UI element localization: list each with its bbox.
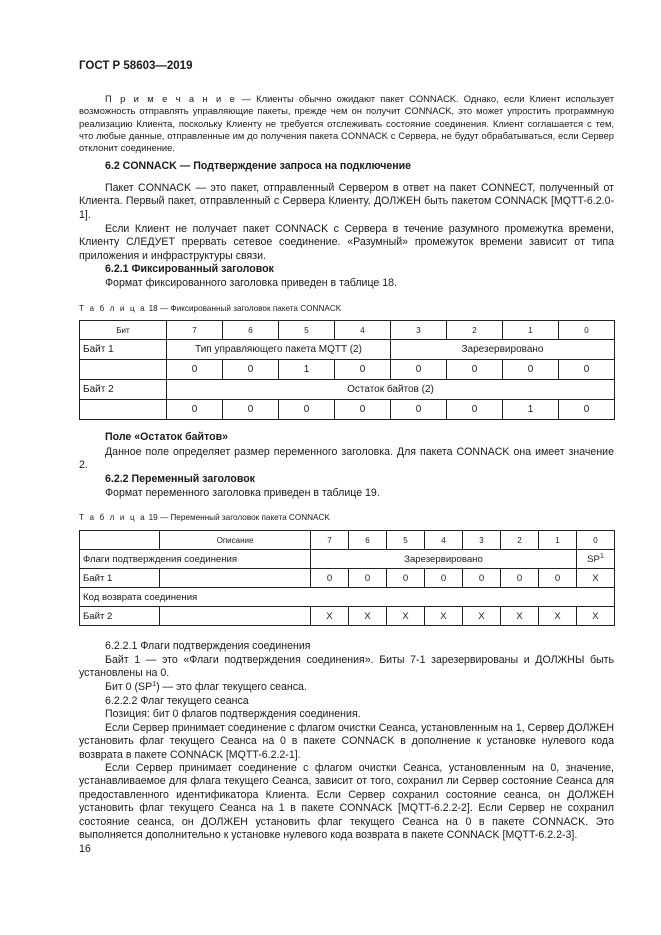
empty-cell — [80, 360, 167, 380]
value-cell: X — [311, 607, 349, 626]
return-code-label: Код возврата соединения — [80, 588, 615, 607]
section-6-2-1-heading: 6.2.1 Фиксированный заголовок — [105, 263, 274, 275]
byte-2-label: Байт 2 — [80, 607, 160, 626]
table-row — [80, 400, 615, 420]
sp-cell — [577, 550, 615, 569]
empty-cell — [80, 400, 167, 420]
value-cell: 0 — [223, 360, 279, 380]
table-row — [80, 340, 615, 360]
section-6-2-2-1-paragraph-2 — [105, 681, 307, 694]
byte-1-label: Байт 1 — [80, 340, 167, 360]
value-cell: 0 — [501, 569, 539, 588]
value-cell: 0 — [167, 400, 223, 420]
value-cell: X — [501, 607, 539, 626]
value-cell: X — [387, 607, 425, 626]
table-19-caption-label: Т а б л и ц а — [79, 513, 147, 522]
remaining-length-heading: Поле «Остаток байтов» — [105, 431, 228, 443]
section-6-2-2-heading: 6.2.2 Переменный заголовок — [105, 473, 255, 485]
section-6-2-paragraph-1: Пакет CONNACK — это пакет, отправленный Сервером в ответ на пакет CONNECT, полученный от Клиента. Первый пакет, отправленный с Сервера Клиенту, ДОЛЖЕН быть пакетом CONNACK [MQTT-6.2.0-1]. — [79, 182, 614, 221]
table-18-caption — [79, 304, 341, 313]
value-cell: X — [349, 607, 387, 626]
bit-cell: 4 — [335, 321, 391, 340]
table-19-caption-text: 19 — Переменный заголовок пакета CONNACK — [146, 513, 330, 522]
value-cell: 1 — [503, 400, 559, 420]
value-cell: 0 — [425, 569, 463, 588]
value-cell: 0 — [503, 360, 559, 380]
table-row — [80, 550, 615, 569]
sp-text-after: ) — это флаг текущего сеанса. — [156, 681, 307, 693]
bit-cell: 1 — [503, 321, 559, 340]
bit-cell: 6 — [349, 531, 387, 550]
empty-cell — [80, 531, 160, 550]
table-row — [80, 380, 615, 400]
reserved-cell: Зарезервировано — [391, 340, 615, 360]
bit-cell: 5 — [387, 531, 425, 550]
table-row — [80, 569, 615, 588]
remaining-length-cell: Остаток байтов (2) — [167, 380, 615, 400]
value-cell: 0 — [559, 400, 615, 420]
page-number: 16 — [79, 843, 91, 855]
value-cell: X — [539, 607, 577, 626]
bit-cell: 5 — [279, 321, 335, 340]
value-cell: 0 — [447, 400, 503, 420]
description-header: Описание — [160, 531, 311, 550]
value-cell: 0 — [539, 569, 577, 588]
value-cell: 0 — [335, 400, 391, 420]
section-6-2-2-2-heading: 6.2.2.2 Флаг текущего сеанса — [105, 695, 249, 707]
value-cell: X — [425, 607, 463, 626]
table-row — [80, 360, 615, 380]
section-6-2-2-paragraph: Формат переменного заголовка приведен в таблице 19. — [105, 487, 380, 499]
value-cell: 0 — [167, 360, 223, 380]
value-cell: 0 — [447, 360, 503, 380]
sp-text-footnote: 1 — [152, 681, 157, 688]
bit-cell: 2 — [447, 321, 503, 340]
value-cell: 0 — [559, 360, 615, 380]
value-cell: 0 — [279, 400, 335, 420]
value-cell: X — [577, 607, 615, 626]
bit-cell: 0 — [577, 531, 615, 550]
bit-cell: 3 — [391, 321, 447, 340]
bit-cell: 6 — [223, 321, 279, 340]
table-19-caption — [79, 513, 330, 522]
table-18-caption-label: Т а б л и ц а — [79, 304, 147, 313]
ack-flags-label: Флаги подтверждения соединения — [80, 550, 311, 569]
packet-type-cell: Тип управляющего пакета MQTT (2) — [167, 340, 391, 360]
document-header: ГОСТ Р 58603—2019 — [79, 60, 193, 72]
section-6-2-heading: 6.2 CONNACK — Подтверждение запроса на подключение — [105, 160, 412, 172]
section-6-2-2-2-paragraph-1: Позиция: бит 0 флагов подтверждения соединения. — [105, 708, 361, 720]
table-row — [80, 607, 615, 626]
reserved-cell: Зарезервировано — [311, 550, 577, 569]
bit-cell: 7 — [167, 321, 223, 340]
value-cell: X — [577, 569, 615, 588]
bit-cell: 2 — [501, 531, 539, 550]
section-6-2-paragraph-2: Если Клиент не получает пакет CONNACK с Сервера в течение разумного промежутка времени, Клиенту СЛЕДУЕТ прервать сетевое соединение. «Разумный» промежуток времени зависит от типа приложения и инфраструктуры связи. — [79, 223, 614, 262]
section-6-2-2-1-heading: 6.2.2.1 Флаги подтверждения соединения — [105, 640, 311, 652]
section-6-2-2-2-paragraph-2: Если Сервер принимает соединение с флагом очистки Сеанса, установленным на 1, Сервер ДОЛЖЕН установить флаг текущего Сеанса на 0 в пакете CONNACK в дополнение к установке нулевого кода возврата в пакете CONNACK [MQTT-6.2.2-1]. — [79, 722, 614, 761]
value-cell: 0 — [391, 400, 447, 420]
value-cell: 1 — [279, 360, 335, 380]
table-18 — [79, 320, 615, 420]
table-18-caption-text: 18 — Фиксированный заголовок пакета CONNACK — [146, 304, 342, 313]
table-row — [80, 321, 615, 340]
value-cell: 0 — [311, 569, 349, 588]
value-cell: 0 — [391, 360, 447, 380]
sp-footnote: 1 — [599, 552, 604, 560]
value-cell: 0 — [349, 569, 387, 588]
byte-2-label: Байт 2 — [80, 380, 167, 400]
value-cell: 0 — [223, 400, 279, 420]
bit-cell: 0 — [559, 321, 615, 340]
note-paragraph — [79, 93, 614, 154]
empty-cell — [160, 569, 311, 588]
table-19 — [79, 530, 615, 626]
value-cell: 0 — [335, 360, 391, 380]
bit-cell: 1 — [539, 531, 577, 550]
note-text: — Клиенты обычно ожидают пакет CONNACK. Однако, если Клиент использует возможность отправлять управляющие пакеты, прежде чем он получит CONNACK, это может упростить программную реализацию Клиента, поскольку Клиенту не требуется отслеживать состояние соединения. Клиент соглашается с тем, что любые данные, отправленные им до получения пакета CONNACK с Сервера, не будут обрабатываться, если Сервер отклонит соединение. — [79, 93, 614, 154]
section-6-2-2-1-paragraph-1: Байт 1 — это «Флаги подтверждения соединения». Биты 7-1 зарезервированы и ДОЛЖНЫ быть установлены на 0. — [79, 654, 614, 680]
value-cell: X — [463, 607, 501, 626]
section-6-2-2-2-paragraph-3: Если Сервер принимает соединение с флагом очистки Сеанса, установленным на 0, значение, устанавливаемое для флага текущего Сеанса, зависит от того, сохранил ли Сервер состояние Сеанса для предоставленного идентификатора Клиента. Если Сервер сохранил состояние сеанса, он ДОЛЖЕН установить флаг текущего Сеанса на 1 в пакете CONNACK [MQTT-6.2.2-2]. Если Сервер не сохранил состояние сеанса, он ДОЛЖЕН установить флаг текущего Сеанса на 0 в пакете CONNACK. Это выполняется дополнительно к установке нулевого кода возврата в пакете CONNACK [MQTT-6.2.2-3]. — [79, 762, 614, 842]
sp-label: SP — [587, 553, 600, 565]
value-cell: 0 — [463, 569, 501, 588]
note-label: П р и м е ч а н и е — [105, 93, 237, 104]
byte-1-label: Байт 1 — [80, 569, 160, 588]
empty-cell — [160, 607, 311, 626]
table-row — [80, 531, 615, 550]
value-cell: 0 — [387, 569, 425, 588]
bit-cell: 4 — [425, 531, 463, 550]
remaining-length-paragraph: Данное поле определяет размер переменного заголовка. Для пакета CONNACK она имеет значение 2. — [79, 446, 614, 472]
section-6-2-1-paragraph: Формат фиксированного заголовка приведен в таблице 18. — [105, 277, 397, 289]
bit-cell: 3 — [463, 531, 501, 550]
bit-cell: 7 — [311, 531, 349, 550]
bit-label-cell: Бит — [80, 321, 167, 340]
sp-text-before: Бит 0 (SP — [105, 681, 153, 693]
table-row — [80, 588, 615, 607]
